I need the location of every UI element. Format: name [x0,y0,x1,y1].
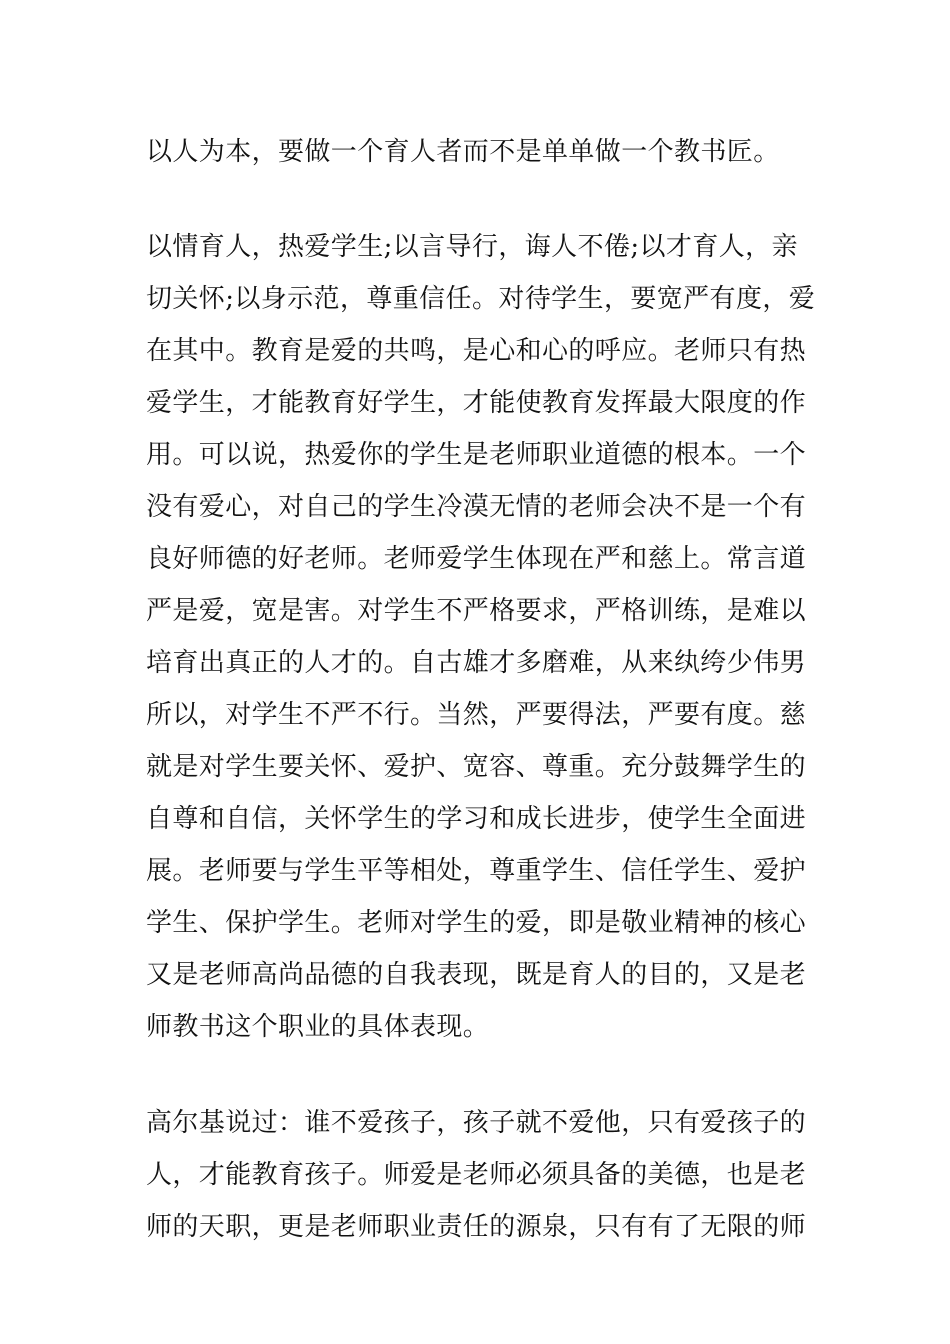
paragraph-2-line-1: 以情育人，热爱学生;以言导行，诲人不倦;以才育人，亲 [146,232,798,262]
paragraph-3-line-1: 高尔基说过：谁不爱孩子，孩子就不爱他，只有爱孩子的 [146,1108,807,1138]
paragraph-2-line-2: 切关怀;以身示范，尊重信任。对待学生，要宽严有度，爱 [146,284,816,314]
paragraph-2-line-4: 爱学生，才能教育好学生，才能使教育发挥最大限度的作 [146,388,807,418]
paragraph-2-line-14: 学生、保护学生。老师对学生的爱，即是敬业精神的核心 [146,908,807,938]
paragraph-2-line-3: 在其中。教育是爱的共鸣，是心和心的呼应。老师只有热 [146,336,807,366]
paragraph-2-line-16: 师教书这个职业的具体表现。 [146,1012,490,1042]
paragraph-2-line-10: 所以，对学生不严不行。当然，严要得法，严要有度。慈 [146,700,807,730]
paragraph-1-line-1: 以人为本，要做一个育人者而不是单单做一个教书匠。 [146,137,780,167]
paragraph-2-line-9: 培育出真正的人才的。自古雄才多磨难，从来纨绔少伟男 [146,648,807,678]
paragraph-2-line-15: 又是老师高尚品德的自我表现，既是育人的目的，又是老 [146,960,807,990]
paragraph-3-line-3: 师的天职，更是老师职业责任的源泉，只有有了无限的师 [146,1212,807,1242]
paragraph-2-line-7: 良好师德的好老师。老师爱学生体现在严和慈上。常言道 [146,544,807,574]
paragraph-2-line-5: 用。可以说，热爱你的学生是老师职业道德的根本。一个 [146,440,807,470]
paragraph-2-line-12: 自尊和自信，关怀学生的学习和成长进步，使学生全面进 [146,804,807,834]
paragraph-2-line-11: 就是对学生要关怀、爱护、宽容、尊重。充分鼓舞学生的 [146,752,807,782]
paragraph-2-line-13: 展。老师要与学生平等相处，尊重学生、信任学生、爱护 [146,856,807,886]
paragraph-3-line-2: 人，才能教育孩子。师爱是老师必须具备的美德，也是老 [146,1160,807,1190]
paragraph-2-line-6: 没有爱心，对自己的学生冷漠无情的老师会决不是一个有 [146,492,807,522]
paragraph-2-line-8: 严是爱，宽是害。对学生不严格要求，严格训练，是难以 [146,596,807,626]
